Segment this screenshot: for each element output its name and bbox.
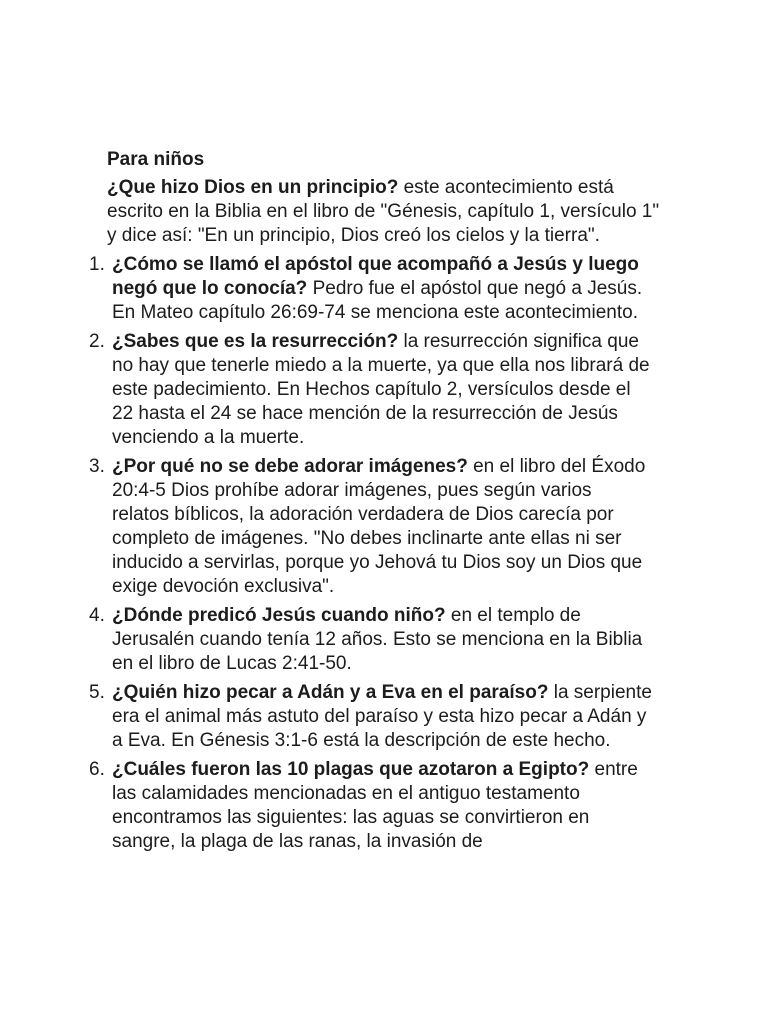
list-item-answer: en el templo de Jerusalén cuando tenía 12 años. Esto se menciona en la Biblia en el libro de Lucas 2:41-50. xyxy=(112,605,643,674)
question-list xyxy=(0,253,768,854)
list-item xyxy=(89,253,652,325)
list-item xyxy=(89,681,652,753)
section-heading: Para niños xyxy=(107,149,205,170)
intro-answer: este acontecimiento está escrito en la Biblia en el libro de "Génesis, capítulo 1, versículo 1" y dice así: "En un principio, Dios creó los cielos y la tierra". xyxy=(107,177,660,246)
list-item-number: 3. xyxy=(89,456,105,477)
list-item-number: 1. xyxy=(89,254,105,275)
list-item-answer: Pedro fue el apóstol que negó a Jesús. En Mateo capítulo 26:69-74 se menciona este acontecimiento. xyxy=(112,278,643,323)
list-item-answer: en el libro del Éxodo 20:4-5 Dios prohíbe adorar imágenes, pues según varios relatos bíblicos, la adoración verdadera de Dios carecía por completo de imágenes. "No debes inclinarte ante ellas ni ser inducido a servirlas, porque yo Jehová tu Dios soy un Dios que exige devoción exclusiva". xyxy=(112,456,646,597)
intro-paragraph xyxy=(107,176,667,248)
list-item-question: ¿Por qué no se debe adorar imágenes? xyxy=(112,456,468,477)
intro-question: ¿Que hizo Dios en un principio? xyxy=(107,177,399,198)
list-item xyxy=(89,330,652,450)
list-item-answer: la resurrección significa que no hay que tenerle miedo a la muerte, ya que ella nos librará de este padecimiento. En Hechos capítulo 2, versículos desde el 22 hasta el 24 se hace mención de la resurrección de Jesús venciendo a la muerte. xyxy=(112,331,650,448)
list-item-question: ¿Dónde predicó Jesús cuando niño? xyxy=(112,605,446,626)
list-item-number: 5. xyxy=(89,682,105,703)
list-item-question: ¿Quién hizo pecar a Adán y a Eva en el paraíso? xyxy=(112,682,549,703)
list-item-number: 6. xyxy=(89,759,105,780)
list-item-number: 2. xyxy=(89,331,105,352)
list-item xyxy=(89,455,652,599)
list-item-number: 4. xyxy=(89,605,105,626)
list-item-answer: entre las calamidades mencionadas en el antiguo testamento encontramos las siguientes: las aguas se convirtieron en sangre, la plaga de las ranas, la invasión de xyxy=(112,759,638,852)
list-item xyxy=(89,758,652,854)
list-item xyxy=(89,604,652,676)
list-item-question: ¿Cómo se llamó el apóstol que acompañó a Jesús y luego negó que lo conocía? xyxy=(112,254,639,299)
document-body xyxy=(0,148,768,859)
list-item-answer: la serpiente era el animal más astuto del paraíso y esta hizo pecar a Adán y a Eva. En Génesis 3:1-6 está la descripción de este hecho. xyxy=(112,682,652,751)
list-item-question: ¿Cuáles fueron las 10 plagas que azotaron a Egipto? xyxy=(112,759,590,780)
list-item-question: ¿Sabes que es la resurrección? xyxy=(112,331,399,352)
